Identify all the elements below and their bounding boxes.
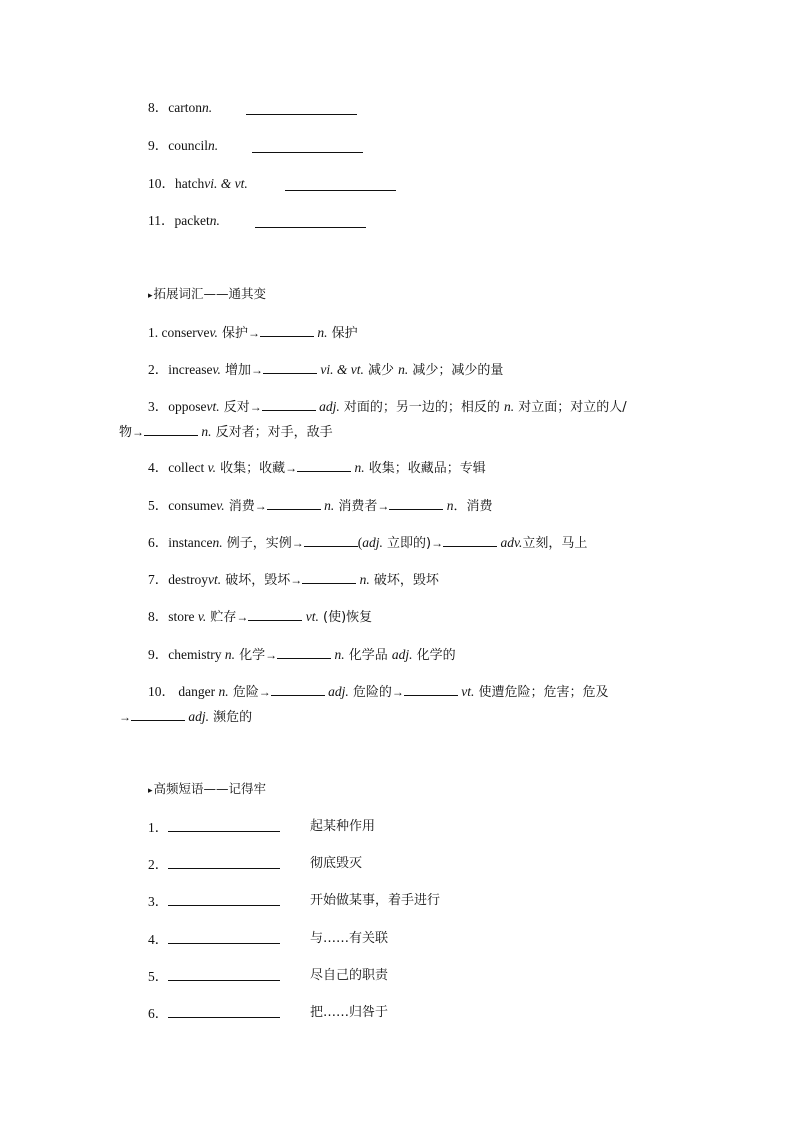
ext-item-9: 9．chemistry n. 化学→ n. 化学品 adj. 化学的 bbox=[148, 647, 456, 663]
answer-blank[interactable] bbox=[131, 707, 185, 721]
answer-blank[interactable] bbox=[248, 607, 302, 621]
arrow-icon: → bbox=[119, 710, 131, 724]
vocab-word: oppose bbox=[168, 399, 207, 414]
part-of-speech: n. bbox=[209, 213, 220, 228]
triangle-marker-icon: ▸ bbox=[148, 291, 153, 301]
section-heading-phrases bbox=[148, 780, 266, 800]
vocab-word: increase bbox=[168, 362, 213, 377]
def-item-8 bbox=[148, 99, 212, 117]
vocab-word: destroy bbox=[168, 572, 208, 587]
ext-item-10: 10． danger n. 危险→ adj. 危险的→ vt. 使遭危险；危害；危及 bbox=[148, 684, 609, 700]
item-number: 11． bbox=[148, 213, 175, 228]
answer-blank[interactable] bbox=[404, 682, 458, 696]
ext-item-2: 2．increasev. 增加→ vi. & vt. 减少 n. 减少；减少的量 bbox=[148, 362, 504, 378]
item-number: 8． bbox=[148, 100, 169, 115]
phrase-item-1: 1． 起某种作用 bbox=[148, 819, 376, 835]
phrase-item-5: 5． 尽自己的职责 bbox=[148, 968, 389, 984]
phrase-item-2: 2． 彻底毁灭 bbox=[148, 856, 363, 872]
ext-item-7: 7．destroyvt. 破坏，毁坏→ n. 破坏，毁坏 bbox=[148, 572, 439, 588]
ext-item-8: 8．store v. 贮存→ vt. (使)恢复 bbox=[148, 609, 373, 625]
ext-item-6: 6．instancen. 例子，实例→ (adj. 立即的)→ adv.立刻，马上 bbox=[148, 535, 588, 551]
phrase-meaning: 开始做某事，着手进行 bbox=[310, 893, 441, 908]
answer-blank[interactable] bbox=[302, 570, 356, 584]
arrow-icon: → bbox=[250, 363, 263, 377]
vocab-word: hatch bbox=[175, 176, 205, 191]
section-heading-extended-vocab bbox=[148, 285, 266, 305]
section-title: 高频短语——记得牢 bbox=[153, 781, 267, 796]
answer-blank[interactable] bbox=[389, 496, 443, 510]
arrow-icon: → bbox=[265, 648, 278, 662]
ext-item-10-continued: → adj. 濒危的 bbox=[119, 709, 253, 725]
vocab-word: council bbox=[168, 138, 208, 153]
def-item-9 bbox=[148, 137, 218, 155]
answer-blank[interactable] bbox=[168, 855, 280, 869]
answer-blank[interactable] bbox=[168, 930, 280, 944]
arrow-icon: → bbox=[249, 400, 262, 414]
answer-blank[interactable] bbox=[168, 1004, 280, 1018]
vocab-word: store bbox=[168, 609, 195, 624]
answer-blank[interactable] bbox=[271, 682, 325, 696]
arrow-icon: → bbox=[248, 326, 260, 340]
def-item-10 bbox=[148, 175, 248, 193]
vocab-word: collect bbox=[168, 460, 205, 475]
arrow-icon: → bbox=[431, 536, 444, 550]
phrase-meaning: 起某种作用 bbox=[310, 819, 376, 834]
answer-blank[interactable] bbox=[285, 177, 396, 191]
arrow-icon: → bbox=[391, 685, 404, 699]
answer-blank[interactable] bbox=[277, 645, 331, 659]
ext-item-3: 3．opposevt. 反对→ adj. 对面的；另一边的；相反的 n. 对立面；对立的人/ bbox=[148, 399, 627, 415]
ext-item-3-continued: 物→ n. 反对者；对手，敌手 bbox=[119, 424, 333, 440]
part-of-speech: n. bbox=[201, 100, 213, 115]
item-number: 9． bbox=[148, 138, 169, 153]
vocab-word: carton bbox=[168, 100, 202, 115]
arrow-icon: → bbox=[132, 425, 145, 439]
answer-blank[interactable] bbox=[304, 533, 358, 547]
arrow-icon: → bbox=[291, 536, 304, 550]
item-number: 10． bbox=[148, 176, 175, 191]
arrow-icon: → bbox=[254, 499, 267, 513]
arrow-icon: → bbox=[377, 499, 390, 513]
vocab-word: instance bbox=[168, 535, 213, 550]
vocab-word: consume bbox=[168, 498, 217, 513]
arrow-icon: → bbox=[236, 610, 249, 624]
phrase-meaning: 与……有关联 bbox=[310, 931, 389, 946]
arrow-icon: → bbox=[285, 461, 298, 475]
answer-blank[interactable] bbox=[267, 496, 321, 510]
phrase-meaning: 把……归咎于 bbox=[310, 1005, 389, 1020]
answer-blank[interactable] bbox=[168, 892, 280, 906]
phrase-meaning: 尽自己的职责 bbox=[310, 968, 389, 983]
vocab-word: danger bbox=[178, 684, 216, 699]
answer-blank[interactable] bbox=[262, 397, 316, 411]
answer-blank[interactable] bbox=[260, 323, 314, 337]
answer-blank[interactable] bbox=[263, 360, 317, 374]
vocab-word: conserve bbox=[161, 325, 210, 340]
def-item-11 bbox=[148, 212, 220, 230]
ext-item-4: 4．collect v. 收集；收藏→ n. 收集；收藏品；专辑 bbox=[148, 460, 486, 476]
phrase-item-6: 6． 把……归咎于 bbox=[148, 1005, 389, 1021]
answer-blank[interactable] bbox=[246, 101, 357, 115]
answer-blank[interactable] bbox=[168, 818, 280, 832]
phrase-item-4: 4． 与……有关联 bbox=[148, 931, 389, 947]
answer-blank[interactable] bbox=[255, 214, 366, 228]
answer-blank[interactable] bbox=[144, 422, 198, 436]
ext-item-5: 5．consumev. 消费→ n. 消费者→ n．消费 bbox=[148, 498, 493, 514]
part-of-speech: n. bbox=[208, 138, 219, 153]
part-of-speech: vi. & vt. bbox=[204, 176, 248, 191]
vocab-word: chemistry bbox=[168, 647, 222, 662]
phrase-item-3: 3． 开始做某事，着手进行 bbox=[148, 893, 441, 909]
answer-blank[interactable] bbox=[297, 458, 351, 472]
vocab-word: packet bbox=[174, 213, 210, 228]
section-title: 拓展词汇——通其变 bbox=[153, 286, 267, 301]
answer-blank[interactable] bbox=[443, 533, 497, 547]
arrow-icon: → bbox=[290, 573, 303, 587]
triangle-marker-icon: ▸ bbox=[148, 786, 153, 796]
answer-blank[interactable] bbox=[168, 967, 280, 981]
answer-blank[interactable] bbox=[252, 139, 363, 153]
ext-item-1: 1. conservev. 保护→ n. 保护 bbox=[148, 325, 358, 341]
phrase-meaning: 彻底毁灭 bbox=[310, 856, 363, 871]
arrow-icon: → bbox=[258, 685, 271, 699]
